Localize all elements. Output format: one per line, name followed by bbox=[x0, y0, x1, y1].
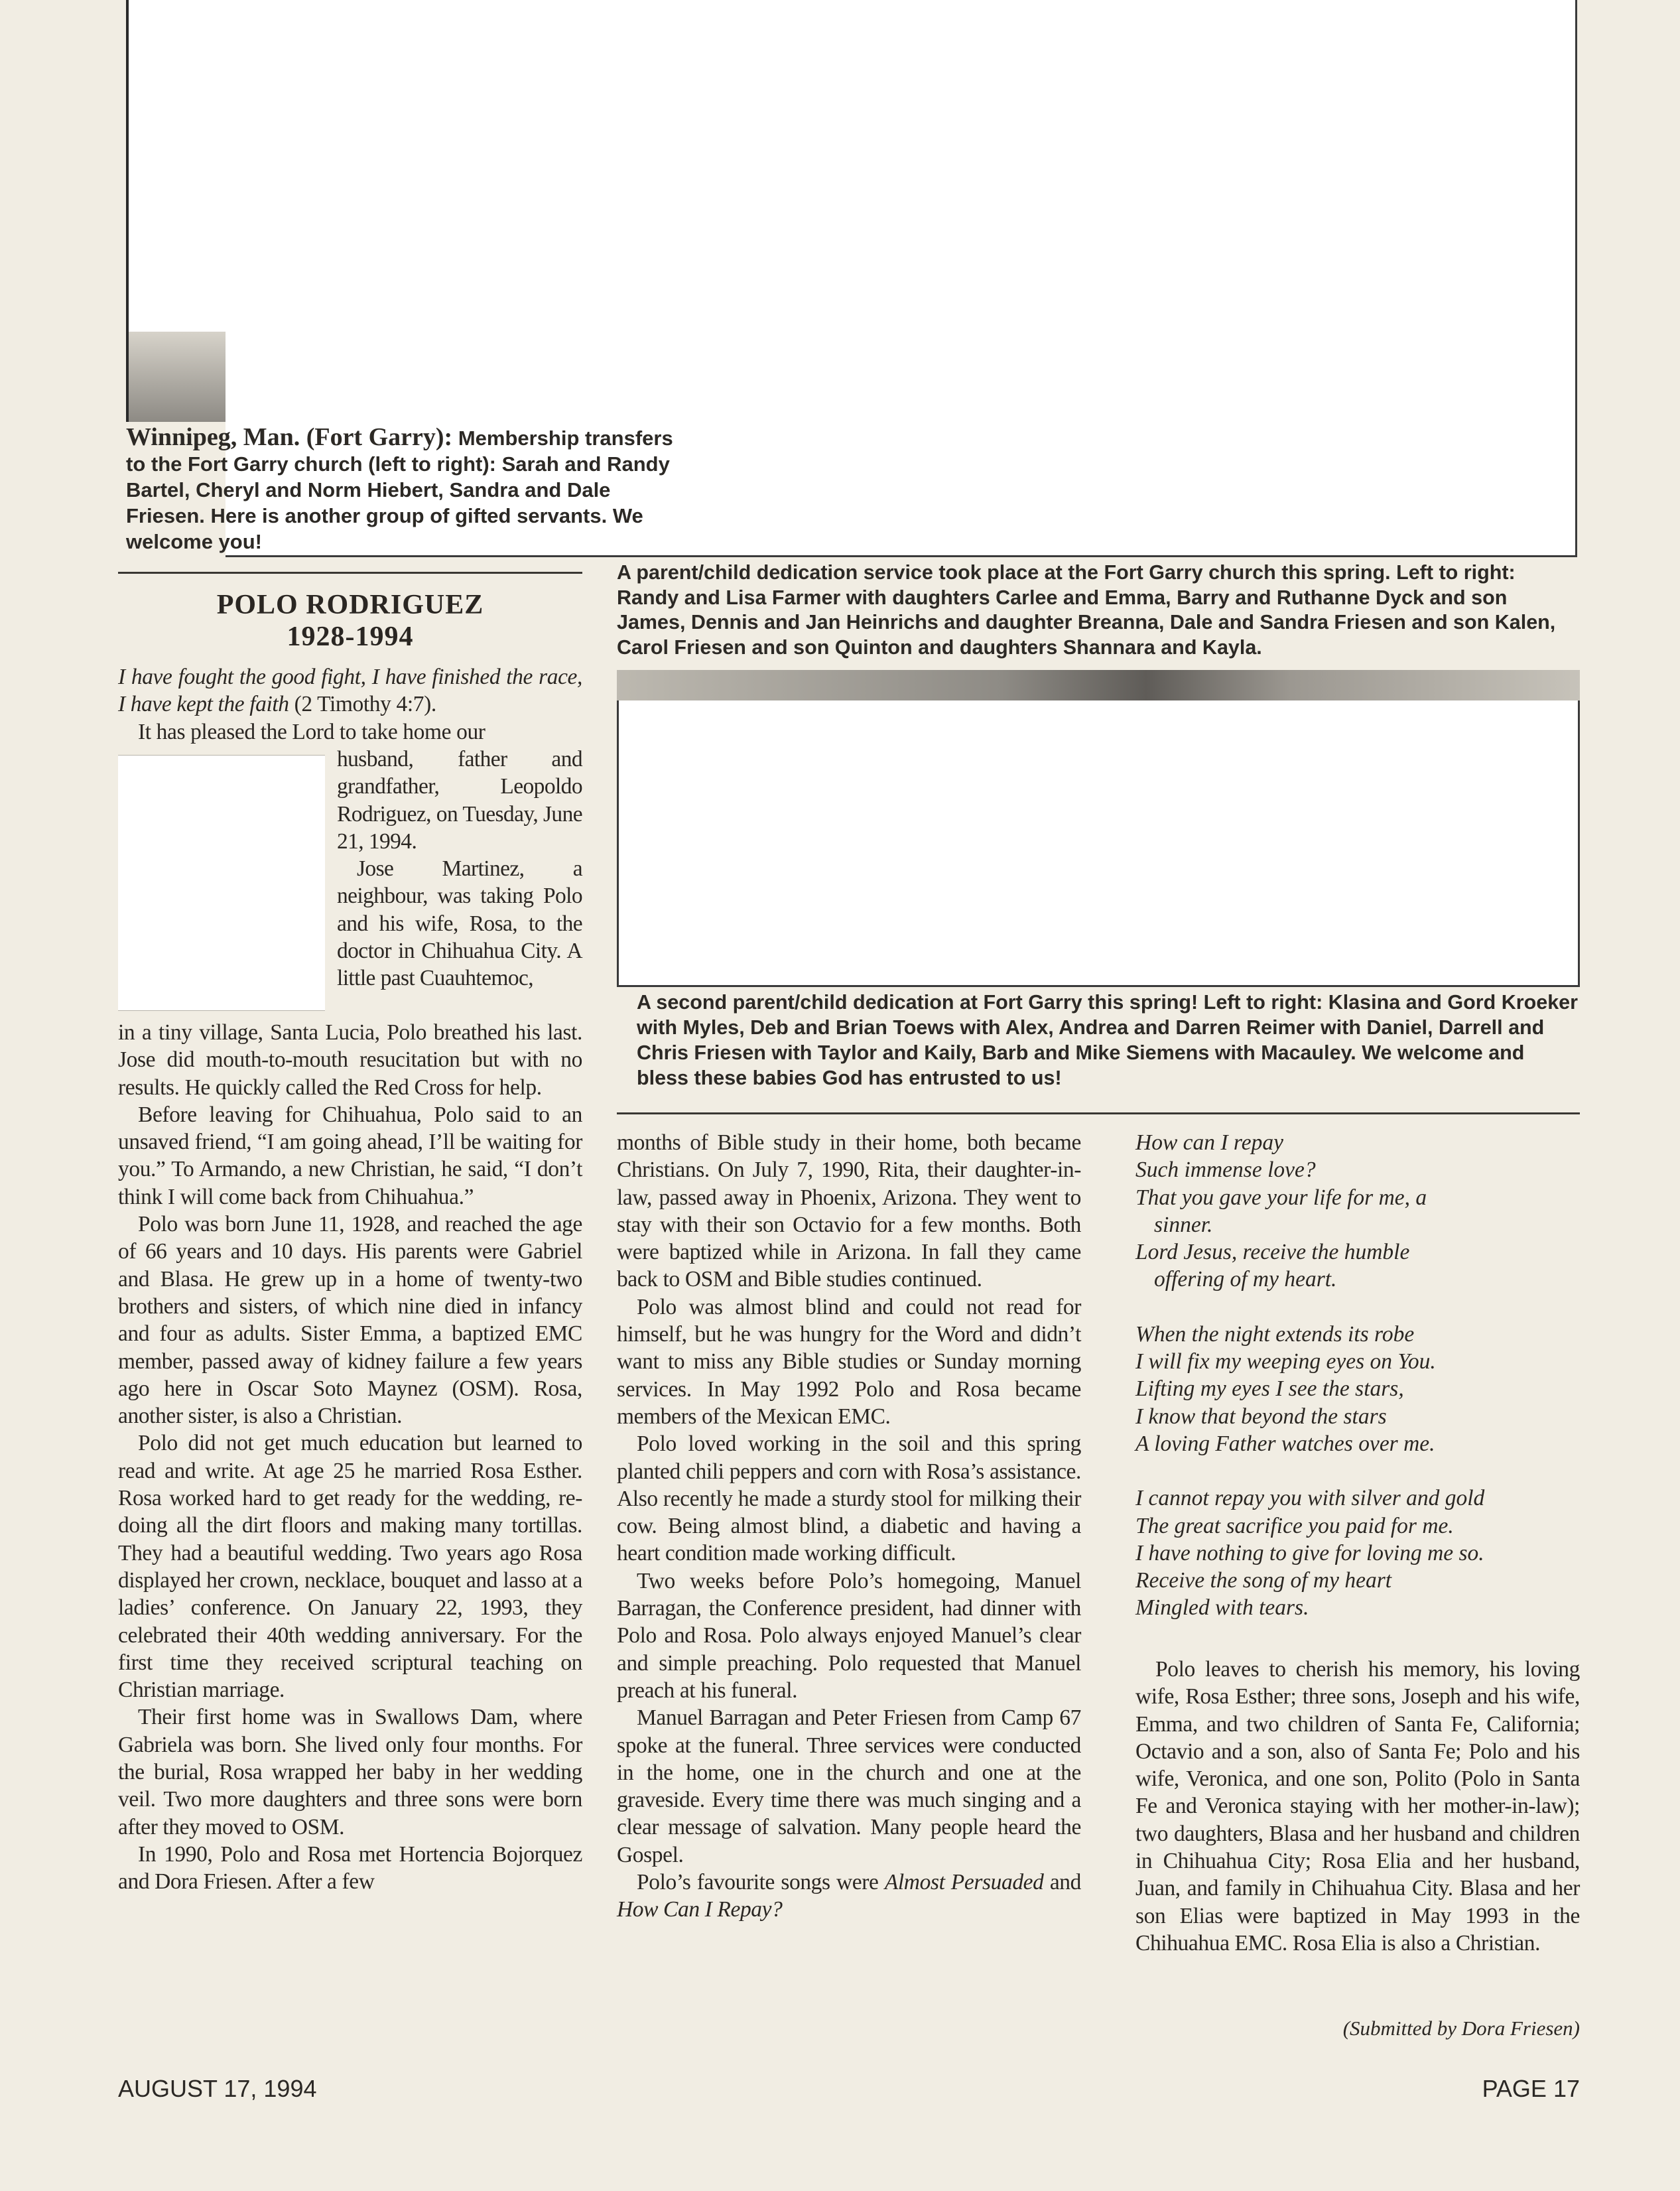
photo-membership-blank-area bbox=[129, 0, 226, 332]
col2-paragraph: Manuel Barragan and Peter Friesen from Camp 67 spoke at the funeral. Three services were conducted in the home, one in the church and one at the graveside. Every time there was much singing and a clear message of salvation. Many people heard the Gospel. bbox=[617, 1705, 1081, 1867]
poem-line: Such immense love? bbox=[1135, 1158, 1316, 1183]
col2-paragraph: Polo loved working in the soil and this spring planted chili peppers and corn with Rosa’s assistance. Also recently he made a sturdy stool for milking their cow. Being almost blind, a diabetic and having a heart condition made working difficult. bbox=[617, 1431, 1081, 1566]
divider-dedication-bottom bbox=[617, 1112, 1580, 1114]
survivors-paragraph: Polo leaves to cherish his memory, his loving wife, Rosa Esther; three sons, Joseph and his wife, Emma, and two children of Santa Fe, California; Octavio and a son, also of Santa Fe; Polo and his wife, Veronica, and one son, Polito (Polo in Santa Fe and Veronica staying with her mother-in-law); two daughters, Blasa and her husband and children in Chihuahua City; Rosa Elia and her husband, Juan, and family in Chihuahua City. Blasa and her son Elias were baptized in May 1993 in the Chihuahua EMC. Rosa Elia is also a Christian. bbox=[1135, 1657, 1580, 1956]
caption-place: Winnipeg, Man. (Fort Garry): bbox=[126, 423, 453, 451]
poem-line: Mingled with tears. bbox=[1135, 1595, 1309, 1621]
caption-membership-transfers bbox=[126, 425, 690, 555]
col1-paragraph: Polo was born June 11, 1928, and reached the age of 66 years and 10 days. His parents were Gabriel and Blasa. He grew up in a home of twenty-two brothers and sisters, of which nine died in infancy and four as adults. Sister Emma, a baptized EMC member, passed away of kidney failure a few years ago here in Oscar Soto Maynez (OSM). Rosa, another sister, is also a Christian. bbox=[118, 1212, 582, 1429]
poem-line: offering of my heart. bbox=[1154, 1267, 1337, 1292]
footer-page-number: PAGE 17 bbox=[1482, 2075, 1580, 2102]
obituary-column-2 bbox=[617, 1129, 1081, 1924]
obituary-verse: I have fought the good fight, I have finished the race, I have kept the faith bbox=[118, 665, 582, 717]
caption-dedication-one: A parent/child dedication service took place at the Fort Garry church this spring. Left to right: Randy and Lisa Farmer with daughters Carlee and Emma, Barry and Ruthanne Dyck and son James, Dennis and Jan Heinrichs and daughter Breanna, Dale and Sandra Friesen and son Kalen, Carol Friesen and son Quinton and daughters Shannara and Kayla. bbox=[617, 561, 1556, 659]
col1-paragraph: In 1990, Polo and Rosa met Hortencia Bojorquez and Dora Friesen. After a few bbox=[118, 1841, 582, 1894]
poem-line: A loving Father watches over me. bbox=[1135, 1431, 1435, 1456]
poem-line: I will fix my weeping eyes on You. bbox=[1135, 1349, 1436, 1374]
photo-second-dedication-top-strip bbox=[617, 670, 1580, 700]
poem-stanza-1 bbox=[1135, 1129, 1580, 1294]
song-title: Almost Persuaded bbox=[884, 1870, 1044, 1895]
obituary-intro bbox=[118, 663, 582, 746]
obituary-column-1 bbox=[118, 1019, 582, 1896]
obituary-para2-rest: in a tiny village, Santa Lucia, Polo breathed his last. Jose did mouth-to-mouth resucitation but with no results. He quickly called the Red Cross for help. bbox=[118, 1020, 582, 1100]
portrait-polo-rodriguez bbox=[118, 755, 325, 1011]
col1-paragraph: Polo did not get much education but learned to read and write. At age 25 he married Rosa Esther. Rosa worked hard to get ready for the wedding, re-doing all the dirt floors and making many tortillas. They had a beautiful wedding. Two years ago Rosa displayed her crown, necklace, bouquet and lasso at a ladies’ conference. On January 22, 1993, they celebrated their 40th wedding anniversary. For the first time they received scriptural teaching on Christian marriage. bbox=[118, 1431, 582, 1703]
poem-line: Lifting my eyes I see the stars, bbox=[1135, 1376, 1404, 1402]
poem-line: I cannot repay you with silver and gold bbox=[1135, 1486, 1485, 1511]
poem-stanza-3 bbox=[1135, 1485, 1580, 1621]
poem-line: How can I repay bbox=[1135, 1130, 1283, 1155]
poem-line: Lord Jesus, receive the humble bbox=[1135, 1240, 1410, 1265]
caption-dedication-two: A second parent/child dedication at Fort Garry this spring! Left to right: Klasina and Gord Kroeker with Myles, Deb and Brian Toews with Alex, Andrea and Darren Reimer with Daniel, Darrell and Chris Friesen with Taylor and Kaily, Barb and Mike Siemens with Macauley. We welcome and bless these babies God has entrusted to us! bbox=[637, 991, 1578, 1089]
poem-line: I have nothing to give for loving me so. bbox=[1135, 1540, 1484, 1565]
poem-line: When the night extends its robe bbox=[1135, 1321, 1415, 1347]
col2-paragraph: Two weeks before Polo’s homegoing, Manuel Barragan, the Conference president, had dinner with Polo and Rosa. Polo always enjoyed Manuel’s clear and simple preaching. Polo requested that Manuel preach at his funeral. bbox=[617, 1568, 1081, 1703]
poem-stanza-2 bbox=[1135, 1321, 1580, 1457]
col1-paragraph: Before leaving for Chihuahua, Polo said to an unsaved friend, “I am going ahead, I’ll be waiting for you.” To Armando, a new Christian, he said, “I don’t think I will come back from Chihuahua.” bbox=[118, 1102, 582, 1209]
caption-membership-text: Membership transfers to the Fort Garry church (left to right): Sarah and Randy Bartel, Cheryl and Norm Hiebert, Sandra and Dale Friesen. Here is another group of gifted servants. We welcome you! bbox=[126, 427, 673, 553]
obituary-title bbox=[118, 589, 582, 653]
divider-obituary-top bbox=[118, 572, 582, 574]
poem-line: That you gave your life for me, a bbox=[1135, 1185, 1427, 1210]
obituary-survivors bbox=[1135, 1656, 1580, 1957]
col1-paragraph: Their first home was in Swallows Dam, where Gabriela was born. She lived only four months. For the burial, Rosa wrapped her baby in her wedding veil. Two more daughters and three sons were born after they moved to OSM. bbox=[118, 1705, 582, 1839]
obituary-years: 1928-1994 bbox=[287, 622, 414, 652]
obituary-side-text bbox=[337, 746, 582, 992]
obituary-para2-side: Jose Martinez, a neighbour, was taking Polo and his wife, Rosa, to the doctor in Chihuahua City. A little past Cuauhtemoc, bbox=[337, 856, 582, 991]
obituary-para1-side: husband, father and grandfather, Leopoldo Rodriguez, on Tuesday, June 21, 1994. bbox=[337, 747, 582, 854]
poem-line: Receive the song of my heart bbox=[1135, 1568, 1392, 1593]
obituary-verse-ref: (2 Timothy 4:7). bbox=[294, 692, 436, 717]
poem-line: sinner. bbox=[1154, 1212, 1213, 1237]
obituary-name: POLO RODRIGUEZ bbox=[216, 590, 484, 620]
footer-date: AUGUST 17, 1994 bbox=[118, 2075, 317, 2102]
song-title: How Can I Repay? bbox=[617, 1897, 783, 1922]
poem bbox=[1135, 1129, 1580, 1649]
photo-second-dedication bbox=[617, 670, 1580, 987]
obituary-signature: (Submitted by Dora Friesen) bbox=[1342, 2017, 1580, 2040]
poem-line: I know that beyond the stars bbox=[1135, 1404, 1387, 1429]
obituary-para1-top: It has pleased the Lord to take home our bbox=[138, 719, 485, 744]
col2-favourite-songs: Polo’s favourite songs were Almost Persuaded and How Can I Repay? bbox=[617, 1870, 1081, 1922]
poem-line: The great sacrifice you paid for me. bbox=[1135, 1513, 1454, 1538]
col2-paragraph: months of Bible study in their home, both became Christians. On July 7, 1990, Rita, their daughter-in-law, passed away in Phoenix, Arizona. They went to stay with their son Octavio for a few months. Both were baptized while in Arizona. In fall they came back to OSM and Bible studies continued. bbox=[617, 1130, 1081, 1292]
col2-paragraph: Polo was almost blind and could not read for himself, but he was hungry for the Word and didn’t want to miss any Bible studies or Sunday morning services. In May 1992 Polo and Rosa became members of the Mexican EMC. bbox=[617, 1294, 1081, 1429]
